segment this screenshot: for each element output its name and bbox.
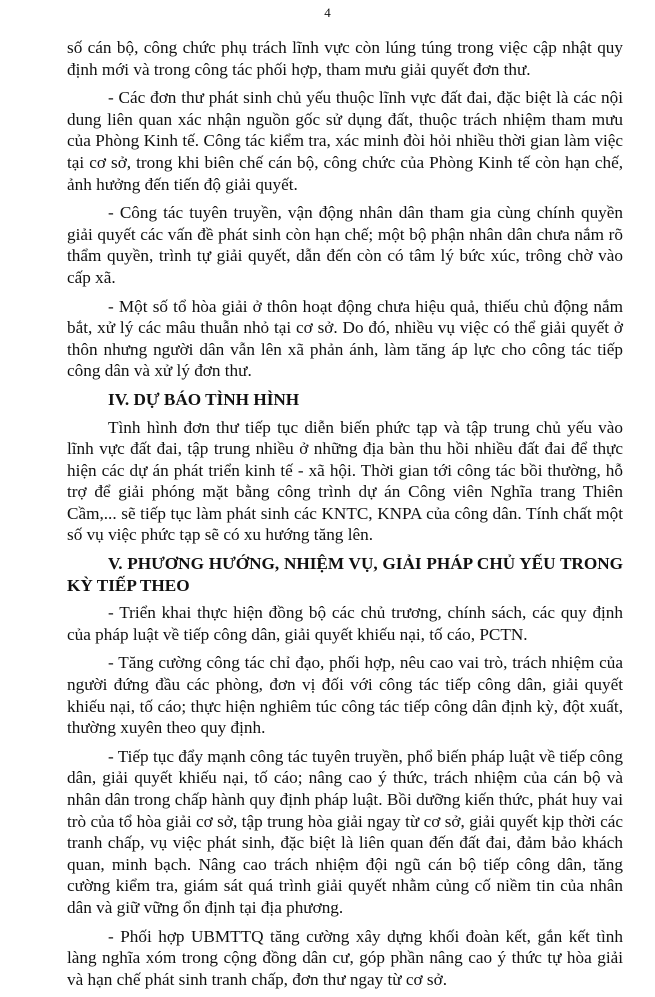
paragraph-land-petitions: - Các đơn thư phát sinh chủ yếu thuộc lĩnh vực đất đai, đặc biệt là các nội dung liên quan xác nhận nguồn gốc sử dụng đất, thuộc trách nhiệm tham mưu của Phòng Kinh tế. Công tác kiểm tra, xác minh đòi hỏi nhiều thời gian làm việc tại cơ sở, trong khi biên chế cán bộ, công chức của Phòng Kinh tế còn hạn chế, ảnh hưởng đến tiến độ giải quyết. <box>67 88 623 194</box>
section-v-item: - Tiếp tục đẩy mạnh công tác tuyên truyền, phổ biến pháp luật về tiếp công dân, giải quyết khiếu nại, tố cáo; nâng cao ý thức, trách nhiệm của cán bộ và nhân dân trong chấp hành quy định pháp luật. Bồi dưỡng kiến thức, phát huy vai trò của tổ hòa giải cơ sở, tập trung hòa giải ngay từ cơ sở, giải quyết kịp thời các tranh chấp, vụ việc phát sinh, đặc biệt là liên quan đến đất đai, đảm bảo khách quan, minh bạch. Nâng cao trách nhiệm đội ngũ cán bộ tiếp công dân, tăng cường kiểm tra, giám sát quá trình giải quyết nhằm củng cố niềm tin của nhân dân và giữ vững ổn định tại địa phương. <box>67 746 623 917</box>
paragraph-propaganda: - Công tác tuyên truyền, vận động nhân dân tham gia cùng chính quyền giải quyết các vấn đề phát sinh còn hạn chế; một bộ phận nhân dân chưa nắm rõ thẩm quyền, trình tự giải quyết, dẫn đến còn có tâm lý bức xúc, trông chờ vào cấp xã. <box>67 203 623 287</box>
section-v-heading: V. PHƯƠNG HƯỚNG, NHIỆM VỤ, GIẢI PHÁP CHỦ YẾU TRONG KỲ TIẾP THEO <box>67 554 623 595</box>
section-v-item: - Triển khai thực hiện đồng bộ các chủ trương, chính sách, các quy định của pháp luật về tiếp công dân, giải quyết khiếu nại, tố cáo, PCTN. <box>67 603 623 644</box>
page-number: 4 <box>324 5 331 20</box>
section-v-item: - Phối hợp UBMTTQ tăng cường xây dựng khối đoàn kết, gắn kết tình làng nghĩa xóm trong cộng đồng dân cư, góp phần nâng cao ý thức tự hòa giải và hạn chế phát sinh tranh chấp, đơn thư ngay từ cơ sở. <box>67 926 623 989</box>
document-body <box>67 37 623 997</box>
section-iv-body: Tình hình đơn thư tiếp tục diễn biến phức tạp và tập trung chủ yếu vào lĩnh vực đất đai, tập trung nhiều ở những địa bàn thu hồi nhiều đất đai để thực hiện các dự án phát triển kinh tế - xã hội. Thời gian tới công tác bồi thường, hỗ trợ để giải phóng mặt bằng công trình dự án Công viên Nghĩa trang Thiên Cầm,... sẽ tiếp tục làm phát sinh các KNTC, KNPA của công dân. Tính chất một số vụ việc phức tạp sẽ có xu hướng tăng lên. <box>67 417 623 545</box>
paragraph-mediation-teams: - Một số tổ hòa giải ở thôn hoạt động chưa hiệu quả, thiếu chủ động nắm bắt, xử lý các mâu thuẫn nhỏ tại cơ sở. Do đó, nhiều vụ việc có thể giải quyết ở thôn nhưng người dân vẫn lên xã phản ánh, làm tăng áp lực cho công tác tiếp công dân và xử lý đơn thư. <box>67 296 623 381</box>
section-v-item: - Tăng cường công tác chỉ đạo, phối hợp, nêu cao vai trò, trách nhiệm của người đứng đầu các phòng, đơn vị đối với công tác tiếp công dân, giải quyết khiếu nại, tố cáo; thực hiện nghiêm túc công tác tiếp công dân định kỳ, đột xuất, thường xuyên theo quy định. <box>67 653 623 738</box>
paragraph-continuation: số cán bộ, công chức phụ trách lĩnh vực còn lúng túng trong việc cập nhật quy định mới và trong công tác phối hợp, tham mưu giải quyết đơn thư. <box>67 38 623 79</box>
section-iv-heading: IV. DỰ BÁO TÌNH HÌNH <box>108 389 300 409</box>
